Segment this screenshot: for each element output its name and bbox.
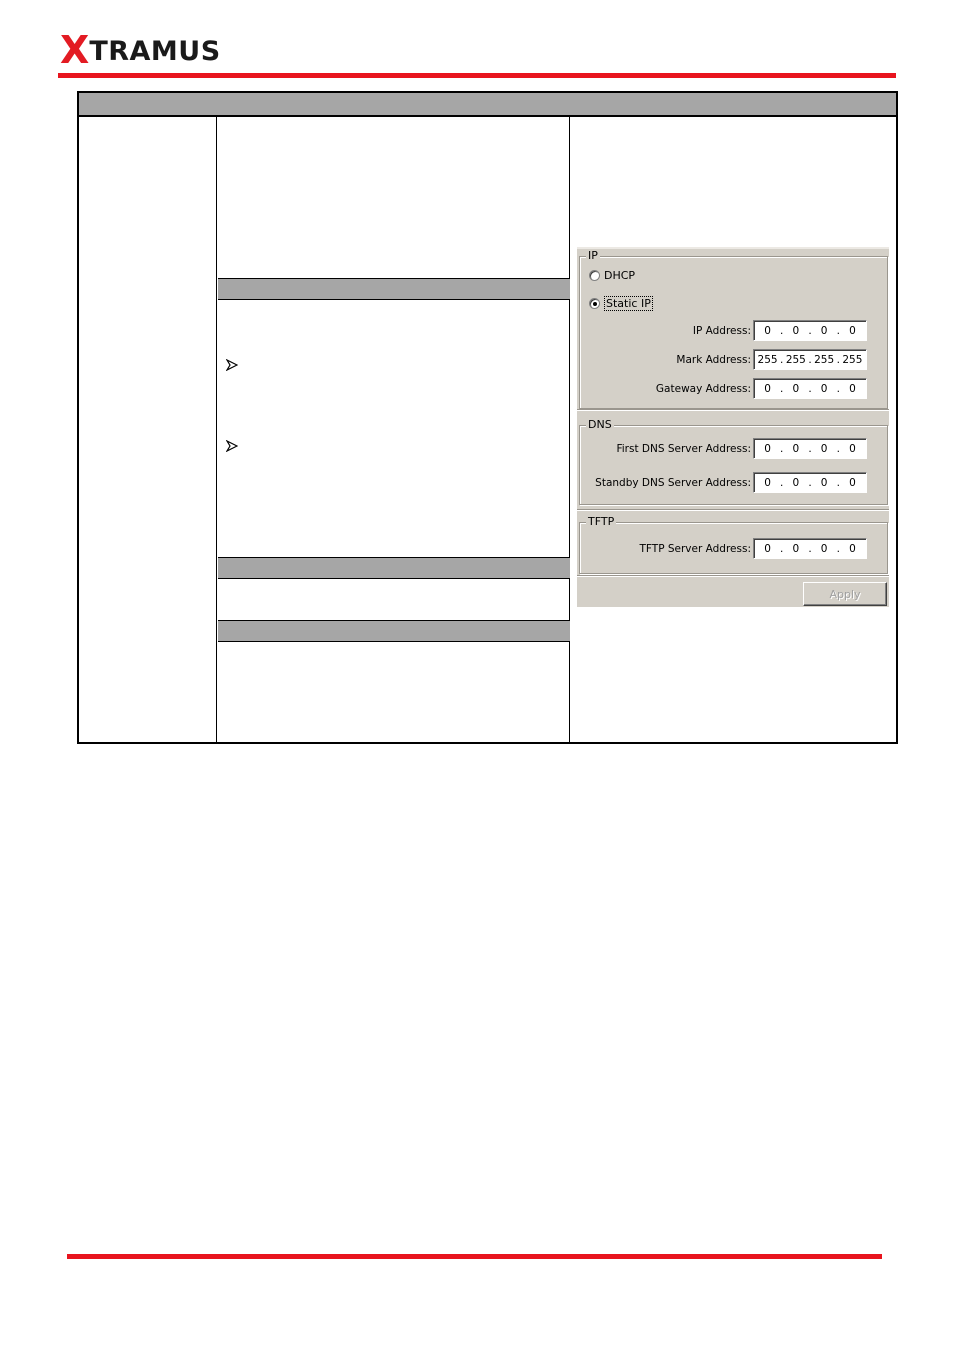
- mask-address-label: Mark Address:: [676, 354, 751, 366]
- static-ip-radio-option[interactable]: [589, 296, 653, 311]
- column-divider-1: [216, 117, 217, 742]
- arrow-bullet-icon: [226, 359, 238, 371]
- dns-group-legend: DNS: [588, 418, 612, 431]
- ip-group: [579, 249, 888, 409]
- static-ip-label: Static IP: [606, 297, 651, 310]
- tftp-server-input[interactable]: 0 . 0 . 0 . 0: [753, 538, 867, 559]
- ip-address-input[interactable]: 0 . 0 . 0 . 0: [753, 320, 867, 341]
- header-rule: [58, 73, 896, 78]
- tftp-server-label: TFTP Server Address:: [639, 543, 751, 555]
- gateway-address-label: Gateway Address:: [655, 383, 751, 395]
- section-bar-3: [218, 620, 570, 642]
- ip-group-legend: IP: [588, 249, 598, 262]
- standby-dns-label: Standby DNS Server Address:: [595, 477, 751, 489]
- dhcp-radio-option[interactable]: [589, 269, 635, 282]
- dialog-separator: [577, 509, 889, 511]
- network-config-panel: [577, 247, 889, 607]
- table-header-bar: [79, 93, 896, 117]
- first-dns-label: First DNS Server Address:: [616, 443, 751, 455]
- standby-dns-input[interactable]: 0 . 0 . 0 . 0: [753, 472, 867, 493]
- xtramus-logo: [60, 28, 221, 72]
- column-divider-2: [569, 117, 570, 742]
- apply-button[interactable]: Apply: [803, 582, 887, 606]
- dhcp-label: DHCP: [604, 269, 636, 282]
- static-ip-radio[interactable]: [589, 298, 600, 309]
- section-bar-2: [218, 557, 570, 579]
- logo-x-mark: X: [60, 28, 89, 72]
- mask-address-input[interactable]: 255 . 255 . 255 . 255: [753, 349, 867, 370]
- dns-group: [579, 418, 888, 505]
- tftp-group-legend: TFTP: [588, 515, 615, 528]
- section-bar-1: [218, 278, 570, 300]
- dhcp-radio[interactable]: [589, 270, 600, 281]
- arrow-bullet-icon: [226, 440, 238, 452]
- dialog-separator: [577, 575, 889, 577]
- first-dns-input[interactable]: 0 . 0 . 0 . 0: [753, 438, 867, 459]
- tftp-group: [579, 515, 888, 574]
- ip-address-label: IP Address:: [692, 325, 751, 337]
- logo-wordmark: TRAMUS: [89, 36, 221, 67]
- dialog-separator: [577, 409, 889, 411]
- footer-rule: [67, 1254, 882, 1259]
- gateway-address-input[interactable]: 0 . 0 . 0 . 0: [753, 378, 867, 399]
